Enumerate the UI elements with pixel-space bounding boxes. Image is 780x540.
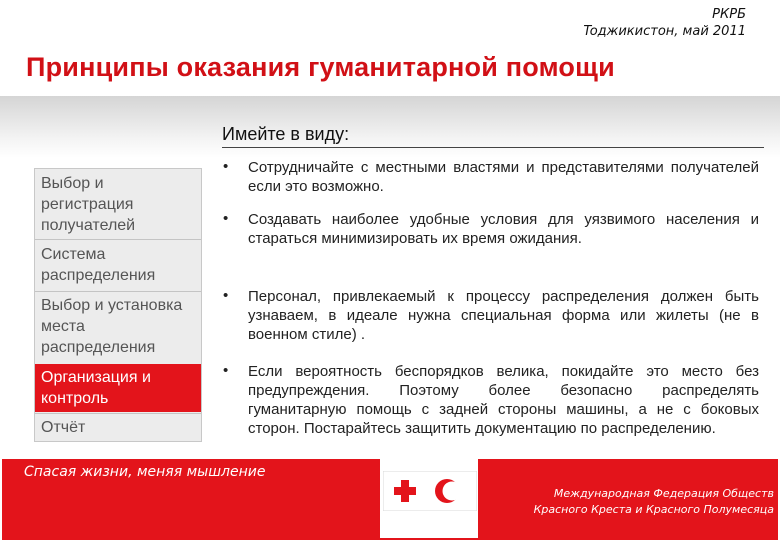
title-band bbox=[0, 96, 780, 158]
menu-divider bbox=[35, 413, 201, 414]
bullet-symbol: • bbox=[223, 362, 229, 379]
footer bbox=[0, 445, 780, 540]
bullet-symbol: • bbox=[223, 210, 229, 227]
menu-item-registration[interactable]: Выбор и регистрация получателей bbox=[41, 175, 136, 234]
process-steps-menu bbox=[34, 168, 202, 442]
bullet-text: Если вероятность беспорядков велика, покидайте это место без предупреждения. Поэтому более безопасно распределять гуманитарную помощь с задней стороны машины, а не с боковых сторон. Постарайтесь защитить документацию по распределению. bbox=[248, 363, 759, 437]
footer-org-line2: Красного Креста и Красного Полумесяца bbox=[533, 503, 774, 516]
footer-organization bbox=[514, 486, 774, 518]
location-date: Toджикистон, май 2011 bbox=[583, 24, 746, 39]
menu-item-organization-control[interactable]: Организация и контроль bbox=[35, 364, 201, 412]
menu-item-site-selection[interactable]: Выбор и установка места распределения bbox=[41, 297, 183, 356]
bullet-text: Создавать наиболее удобные условия для уязвимого населения и стараться минимизировать их время ожидания. bbox=[248, 211, 759, 247]
header-info bbox=[583, 6, 746, 40]
bullet-symbol: • bbox=[223, 287, 229, 304]
page-title: Принципы оказания гуманитарной помощи bbox=[26, 52, 615, 82]
org-short: РКРБ bbox=[712, 7, 746, 22]
menu-item-distribution-system[interactable]: Система распределения bbox=[41, 246, 156, 284]
menu-item-report[interactable]: Отчёт bbox=[41, 419, 86, 436]
footer-org-line1: Международная Федерация Обществ bbox=[553, 487, 774, 500]
red-cross-red-crescent-icon bbox=[383, 471, 477, 511]
footer-website-link[interactable]: www.ifrc.org bbox=[105, 445, 199, 460]
menu-divider bbox=[35, 239, 201, 240]
footer-slogan: Спасая жизни, меняя мышление bbox=[24, 464, 266, 480]
subheading-divider bbox=[222, 147, 764, 148]
bullet-text: Сотрудничайте с местными властями и представителями получателей если это возможно. bbox=[248, 159, 759, 195]
bullet-symbol: • bbox=[223, 158, 229, 175]
subheading: Имейте в виду: bbox=[222, 124, 350, 144]
menu-divider bbox=[35, 291, 201, 292]
bullet-text: Персонал, привлекаемый к процессу распределения должен быть узнаваем, в идеале нужна специальная форма или жилеты (не в военном стиле) . bbox=[248, 288, 759, 343]
